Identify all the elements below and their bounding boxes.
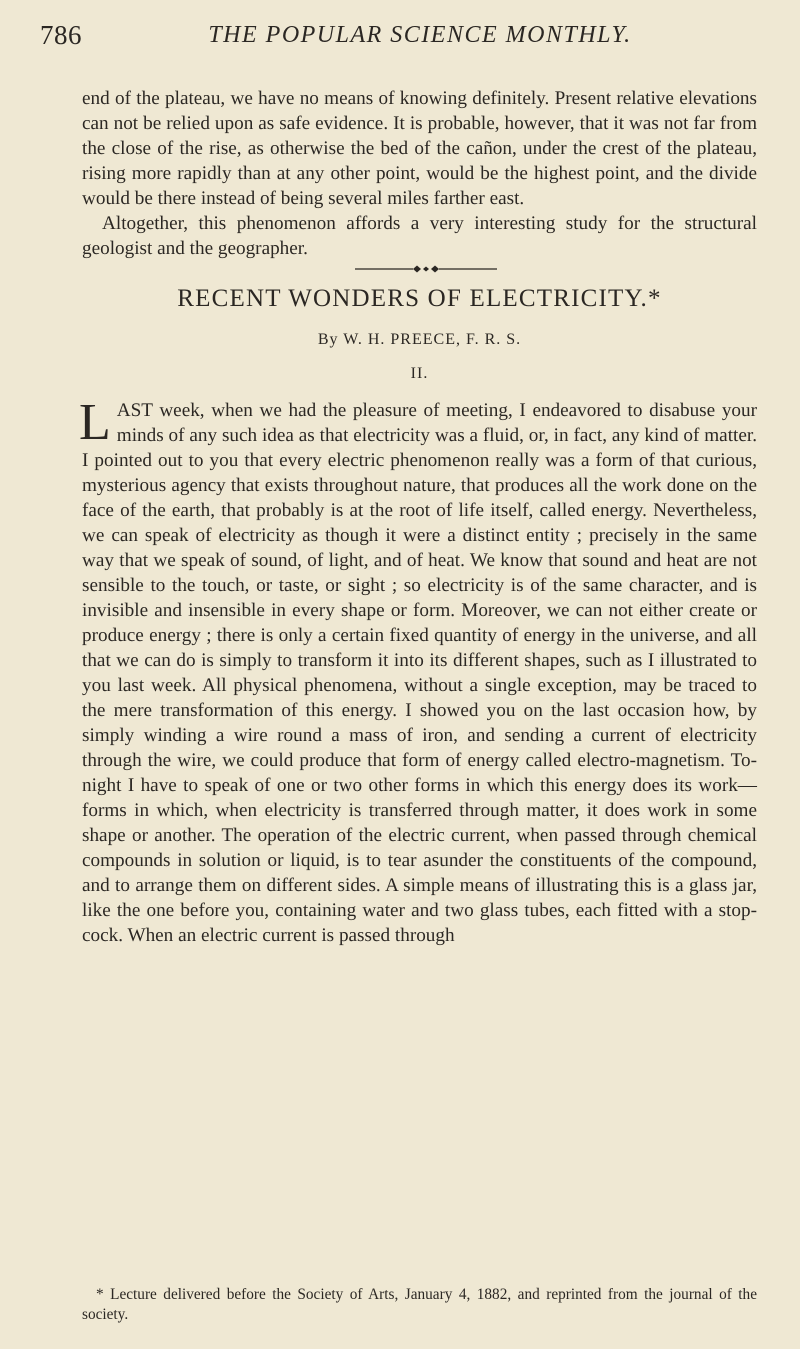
footnote: * Lecture delivered before the Society of Arts, January 4, 1882, and reprinted from the journal of the society. [82,1286,757,1323]
intro-paragraph-2: Altogether, this phenomenon affords a very interesting study for the structural geologist and the geographer. [82,213,757,259]
article-title: RECENT WONDERS OF ELECTRICITY.* [177,285,662,312]
page-number: 786 [40,20,82,50]
article-body-text: AST week, when we had the pleasure of meeting, I endeavored to disabuse your minds of any such idea as that electricity was a fluid, or, in fact, any kind of matter. I pointed out to you that every electric phenomenon really was a form of that curious, mysterious agency that exists throughout nature, that produces all the work done on the face of the earth, that probably is at the root of life itself, called energy. Nevertheless, we can speak of electricity as though it were a distinct entity ; precisely in the same way that we speak of sound, of light, and of heat. We know that sound and heat are not sensible to the touch, or taste, or sight ; so electricity is of the same character, and is invisible and insensible in every shape or form. Moreover, we can not either create or produce energy ; there is only a certain fixed quantity of energy in the universe, and all that we can do is simply to transform it into its different shapes, such as I illustrated to you last week. All physical phenomena, without a single exception, may be traced to the mere transformation of this energy. I showed you on the last occasion how, by simply winding a wire round a mass of iron, and sending a current of electricity through the wire, we could produce that form of energy called electro-magnetism. To-night I have to speak of one or two other forms in which this energy does its work— forms in which, when electricity is transferred through matter, it does work in some shape or another. The operation of the electric current, when passed through chemical compounds in solution or liquid, is to tear asunder the constituents of the compound, and to arrange them on different sides. A simple means of illustrating this is a glass jar, like the one before you, containing water and two glass tubes, each fitted with a stop-cock. When an electric current is passed through [82,400,757,946]
journal-title: THE POPULAR SCIENCE MONTHLY. [208,22,632,48]
article-byline: By W. H. PREECE, F. R. S. [317,331,522,348]
intro-paragraph-1: end of the plateau, we have no means of knowing definitely. Present relative elevations can not be relied upon as safe evidence. It is probable, however, that it was not far from the close of the rise, as otherwise the bed of the cañon, under the crest of the plateau, rising more rapidly than at any other point, would be the highest point, and the divide would be there instead of being several miles farther east. [82,88,757,209]
part-number: II. [410,365,429,382]
article-body [79,394,757,948]
section-divider-icon [355,264,497,274]
article-paragraph [79,394,757,948]
running-head [40,20,770,60]
drop-cap: L [79,394,111,451]
intro-text [82,86,757,261]
